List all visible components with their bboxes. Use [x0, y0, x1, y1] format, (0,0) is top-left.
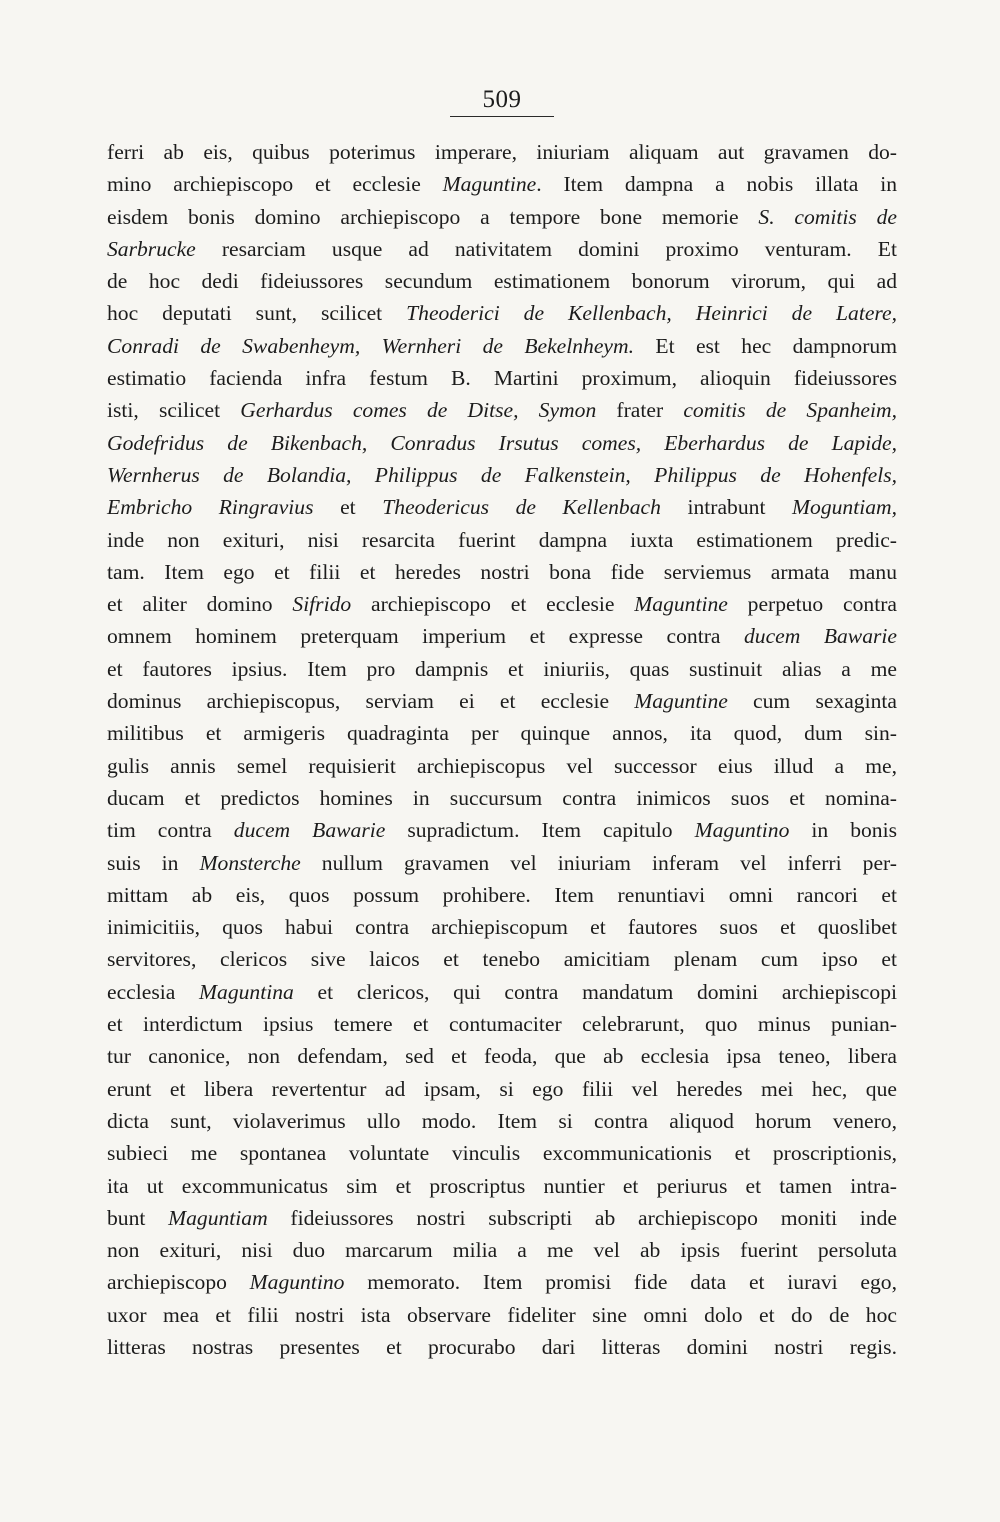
- text-segment: subieci me spontanea voluntate vinculis excommunicationis et proscriptionis,: [107, 1141, 897, 1166]
- text-segment: ita ut excommunicatus sim et proscriptus nuntier et periurus et tamen intra-: [107, 1173, 897, 1198]
- text-line: [107, 911, 897, 943]
- text-line: [107, 814, 897, 846]
- text-segment: mino archiepiscopo et ecclesie: [107, 172, 443, 197]
- text-segment: dicta sunt, violaverimus ullo modo. Item si contra aliquod horum venero,: [107, 1108, 897, 1133]
- text-line: [107, 1170, 897, 1202]
- text-line: [107, 330, 897, 362]
- text-segment: supradictum. Item capitulo: [385, 818, 695, 843]
- text-segment: ecclesia: [107, 979, 200, 1004]
- text-segment: ducam et predictos homines in succursum contra inimicos suos et nomina-: [107, 785, 897, 810]
- text-segment: resarciam usque ad nativitatem domini proximo venturam. Et: [195, 236, 897, 261]
- text-line: [107, 1073, 897, 1105]
- text-segment: gulis annis semel requisierit archiepiscopus vel successor eius illud a me,: [107, 753, 897, 778]
- italic-name: Maguntiam: [168, 1205, 268, 1230]
- text-line: [107, 168, 897, 200]
- text-line: [107, 1299, 897, 1331]
- italic-name: ducem Bawarie: [233, 818, 386, 843]
- text-line: [107, 136, 897, 168]
- text-line: [107, 750, 897, 782]
- italic-name: Maguntine: [634, 689, 728, 714]
- italic-name: Monsterche: [199, 850, 301, 875]
- text-line: [107, 1105, 897, 1137]
- text-line: [107, 1234, 897, 1266]
- text-segment: intrabunt: [660, 495, 793, 520]
- text-line: [107, 879, 897, 911]
- text-segment: Et est hec dampnorum: [634, 333, 897, 358]
- text-segment: suis in: [107, 850, 200, 875]
- italic-name: Wernherus de Bolandia, Philippus de Falkenstein, Philippus de Hohenfels,: [107, 462, 897, 487]
- text-segment: isti, scilicet: [107, 398, 241, 423]
- italic-name: Godefridus de Bikenbach, Conradus Irsutus comes, Eberhardus de Lapide,: [107, 430, 897, 455]
- text-segment: in bonis: [789, 818, 898, 843]
- text-segment: memorato. Item promisi fide data et iuravi ego,: [344, 1270, 897, 1295]
- text-line: [107, 1137, 897, 1169]
- text-line: [107, 1266, 897, 1298]
- italic-name: S. comitis de: [758, 204, 897, 229]
- text-segment: litteras nostras presentes et procurabo dari litteras domini nostri regis.: [107, 1334, 897, 1359]
- text-segment: omnem hominem preterquam imperium et expresse contra: [107, 624, 744, 649]
- text-segment: ferri ab eis, quibus poterimus imperare, iniuriam aliquam aut gravamen do-: [107, 140, 897, 164]
- text-line: [107, 394, 897, 426]
- text-segment: archiepiscopo: [107, 1270, 250, 1295]
- text-segment: . Item dampna a nobis illata in: [536, 172, 897, 197]
- text-segment: mittam ab eis, quos possum prohibere. Item renuntiavi omni rancori et: [107, 882, 897, 907]
- text-segment: non exituri, nisi duo marcarum milia a me vel ab ipsis fuerint persoluta: [107, 1238, 897, 1263]
- text-line: [107, 427, 897, 459]
- text-line: [107, 588, 897, 620]
- text-segment: et clericos, qui contra mandatum domini archiepiscopi: [293, 979, 897, 1004]
- text-line: [107, 233, 897, 265]
- text-segment: cum sexaginta: [727, 689, 897, 714]
- text-line: [107, 265, 897, 297]
- text-line: [107, 201, 897, 233]
- text-line: [107, 847, 897, 879]
- text-line: [107, 685, 897, 717]
- italic-name: Theodericus de Kellenbach: [382, 495, 661, 520]
- text-line: [107, 362, 897, 394]
- italic-name: Moguntiam,: [792, 495, 897, 520]
- text-segment: archiepiscopo et ecclesie: [351, 592, 635, 617]
- italic-name: Embricho Ringravius: [107, 495, 314, 520]
- text-segment: tam. Item ego et filii et heredes nostri bona fide serviemus armata manu: [107, 559, 897, 584]
- text-line: [107, 976, 897, 1008]
- page-number: 509: [450, 86, 554, 117]
- text-segment: dominus archiepiscopus, serviam ei et ecclesie: [107, 689, 635, 714]
- text-line: [107, 524, 897, 556]
- text-segment: de hoc dedi fideiussores secundum estimationem bonorum virorum, qui ad: [107, 269, 897, 294]
- text-segment: et aliter domino: [107, 592, 293, 617]
- text-segment: fideiussores nostri subscripti ab archiepiscopo moniti inde: [267, 1205, 897, 1230]
- italic-name: Maguntino: [249, 1270, 345, 1295]
- italic-name: Maguntine: [634, 592, 728, 617]
- text-segment: nullum gravamen vel iniuriam inferam vel inferri per-: [300, 850, 897, 875]
- italic-name: Maguntine: [442, 172, 537, 197]
- text-line: [107, 491, 897, 523]
- text-line: [107, 653, 897, 685]
- italic-name: Maguntina: [199, 979, 294, 1004]
- text-segment: tur canonice, non defendam, sed et feoda, que ab ecclesia ipsa teneo, libera: [107, 1044, 897, 1069]
- text-line: [107, 717, 897, 749]
- text-segment: uxor mea et filii nostri ista observare fideliter sine omni dolo et do de hoc: [107, 1302, 897, 1327]
- text-segment: erunt et libera revertentur ad ipsam, si ego filii vel heredes mei hec, que: [107, 1076, 897, 1101]
- text-line: [107, 1040, 897, 1072]
- text-line: [107, 556, 897, 588]
- text-line: [107, 782, 897, 814]
- italic-name: Theoderici de Kellenbach, Heinrici de Latere,: [406, 301, 897, 326]
- italic-name: comitis de Spanheim,: [683, 398, 897, 423]
- body-text: [107, 136, 897, 1363]
- text-segment: inde non exituri, nisi resarcita fuerint dampna iuxta estimationem predic-: [107, 527, 897, 552]
- text-line: [107, 620, 897, 652]
- italic-name: Conradi de Swabenheym, Wernheri de Bekelnheym.: [107, 333, 635, 358]
- text-segment: bunt: [107, 1205, 169, 1230]
- text-segment: militibus et armigeris quadraginta per quinque annos, ita quod, dum sin-: [107, 721, 897, 746]
- text-line: [107, 943, 897, 975]
- italic-name: Maguntino: [694, 818, 790, 843]
- text-segment: eisdem bonis domino archiepiscopo a tempore bone memorie: [107, 204, 759, 229]
- italic-name: Sarbrucke: [107, 236, 196, 261]
- text-line: [107, 1331, 897, 1363]
- text-segment: frater: [596, 398, 684, 423]
- text-line: [107, 459, 897, 491]
- italic-name: Gerhardus comes de Ditse, Symon: [240, 398, 597, 423]
- text-line: [107, 297, 897, 329]
- text-segment: perpetuo contra: [727, 592, 897, 617]
- italic-name: Sifrido: [292, 592, 352, 617]
- italic-name: ducem Bawarie: [743, 624, 897, 649]
- text-segment: inimicitiis, quos habui contra archiepiscopum et fautores suos et quoslibet: [107, 915, 897, 940]
- text-line: [107, 1202, 897, 1234]
- text-segment: servitores, clericos sive laicos et tenebo amicitiam plenam cum ipso et: [107, 947, 897, 972]
- text-segment: et: [313, 495, 383, 520]
- text-segment: et interdictum ipsius temere et contumaciter celebrarunt, quo minus punian-: [107, 1012, 897, 1037]
- text-segment: hoc deputati sunt, scilicet: [107, 301, 407, 326]
- text-segment: estimatio facienda infra festum B. Martini proximum, alioquin fideiussores: [107, 366, 897, 391]
- text-line: [107, 1008, 897, 1040]
- text-segment: tim contra: [107, 818, 234, 843]
- text-segment: et fautores ipsius. Item pro dampnis et iniuriis, quas sustinuit alias a me: [107, 656, 897, 681]
